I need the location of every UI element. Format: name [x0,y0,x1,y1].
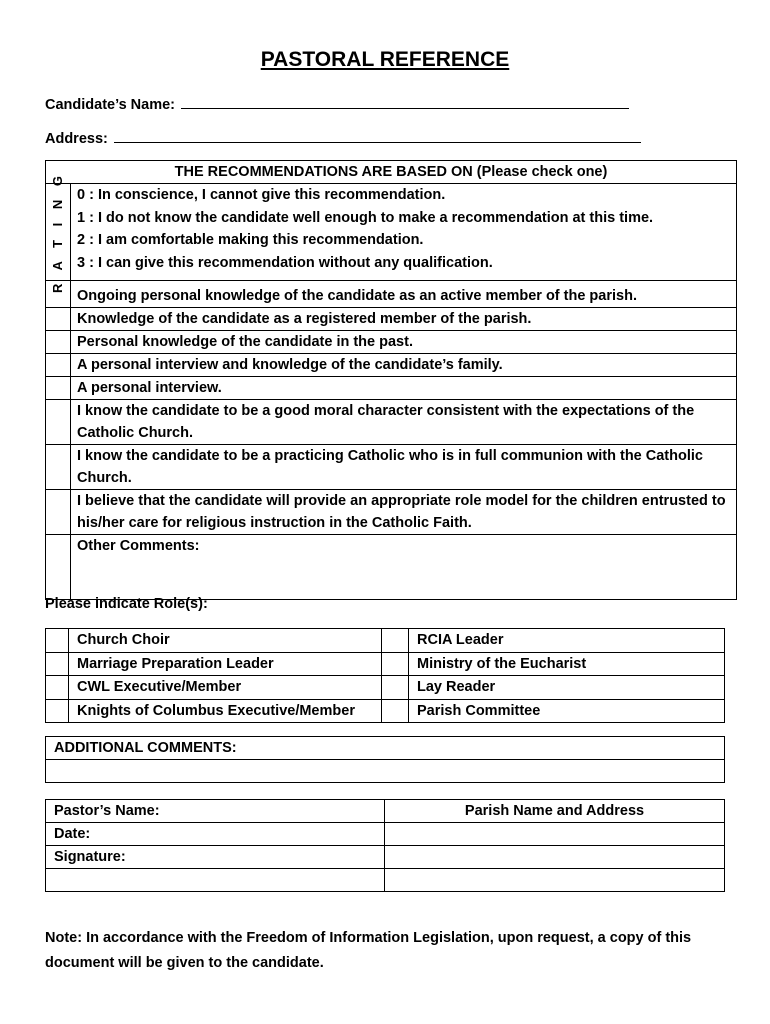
pastor-name-label: Pastor’s Name: [46,800,385,823]
roles-label: Please indicate Role(s): [45,596,208,612]
recommendation-table [45,160,737,600]
role-checkbox[interactable] [46,652,69,676]
basis-row [46,400,737,445]
role-checkbox[interactable] [46,676,69,700]
role-checkbox[interactable] [382,699,409,723]
rating-option-3[interactable]: 3 : I can give this recommendation without any qualification. [77,254,493,271]
role-checkbox[interactable] [382,652,409,676]
basis-row [46,281,737,308]
other-comments-checkbox[interactable] [46,535,71,600]
candidate-name-label: Candidate’s Name: [45,97,175,113]
parish-field-1[interactable] [385,823,725,846]
rating-options[interactable] [71,184,737,281]
other-comments-row [46,535,737,600]
role-label: Knights of Columbus Executive/Member [69,699,382,723]
parish-field-2[interactable] [385,846,725,869]
address-field[interactable] [114,128,641,143]
basis-row [46,331,737,354]
role-label: Ministry of the Eucharist [409,652,725,676]
role-label: CWL Executive/Member [69,676,382,700]
role-checkbox[interactable] [46,629,69,653]
basis-item: Knowledge of the candidate as a registered member of the parish. [71,308,737,331]
basis-item: I believe that the candidate will provide an appropriate role model for the children entrusted to his/her care for religious instruction in the Catholic Faith. [71,490,737,535]
basis-checkbox[interactable] [46,377,71,400]
rating-option-2[interactable]: 2 : I am comfortable making this recommendation. [77,232,424,248]
role-label: Parish Committee [409,699,725,723]
parish-label: Parish Name and Address [385,800,725,823]
basis-checkbox[interactable] [46,490,71,535]
other-comments-label: Other Comments: [77,538,200,554]
basis-row [46,445,737,490]
role-label: RCIA Leader [409,629,725,653]
other-comments-field[interactable] [71,535,737,600]
roles-table [45,628,725,723]
candidate-name-field[interactable] [181,94,629,109]
role-label: Lay Reader [409,676,725,700]
roles-row [46,652,725,676]
role-label: Marriage Preparation Leader [69,652,382,676]
additional-comments-table [45,736,725,783]
basis-item: A personal interview. [71,377,737,400]
rating-option-1[interactable]: 1 : I do not know the candidate well enough to make a recommendation at this time. [77,209,654,226]
role-label: Church Choir [69,629,382,653]
basis-row [46,354,737,377]
signature-label: Signature: [46,846,385,869]
additional-comments-label: ADDITIONAL COMMENTS: [46,737,725,760]
basis-checkbox[interactable] [46,400,71,445]
roles-row [46,676,725,700]
basis-item: I know the candidate to be a practicing Catholic who is in full communion with the Catholic Church. [71,445,737,490]
basis-item: I know the candidate to be a good moral character consistent with the expectations of the Catholic Church. [71,400,737,445]
basis-checkbox[interactable] [46,445,71,490]
parish-field-3[interactable] [385,869,725,892]
page-title: PASTORAL REFERENCE [260,48,510,71]
note-text: Note: In accordance with the Freedom of Information Legislation, upon request, a copy of this document will be given to the candidate. [45,930,692,971]
candidate-name-row [45,94,629,113]
pastor-blank-field[interactable] [46,869,385,892]
roles-row [46,699,725,723]
basis-checkbox[interactable] [46,308,71,331]
additional-comments-field[interactable] [46,760,725,783]
role-checkbox[interactable] [382,629,409,653]
address-row [45,128,641,147]
basis-row [46,377,737,400]
roles-row [46,629,725,653]
recommendation-header: THE RECOMMENDATIONS ARE BASED ON (Please check one) [46,161,737,184]
basis-checkbox[interactable] [46,354,71,377]
basis-item: Ongoing personal knowledge of the candidate as an active member of the parish. [71,281,737,308]
basis-item: Personal knowledge of the candidate in the past. [71,331,737,354]
basis-row [46,490,737,535]
role-checkbox[interactable] [46,699,69,723]
role-checkbox[interactable] [382,676,409,700]
rating-side-cell [46,171,71,293]
address-label: Address: [45,131,108,147]
basis-item: A personal interview and knowledge of the candidate’s family. [71,354,737,377]
basis-row [46,308,737,331]
rating-option-0[interactable]: 0 : In conscience, I cannot give this recommendation. [77,187,446,203]
date-label: Date: [46,823,385,846]
rating-side-label: R A T I N G [50,171,65,293]
pastor-table [45,799,725,892]
basis-checkbox[interactable] [46,331,71,354]
